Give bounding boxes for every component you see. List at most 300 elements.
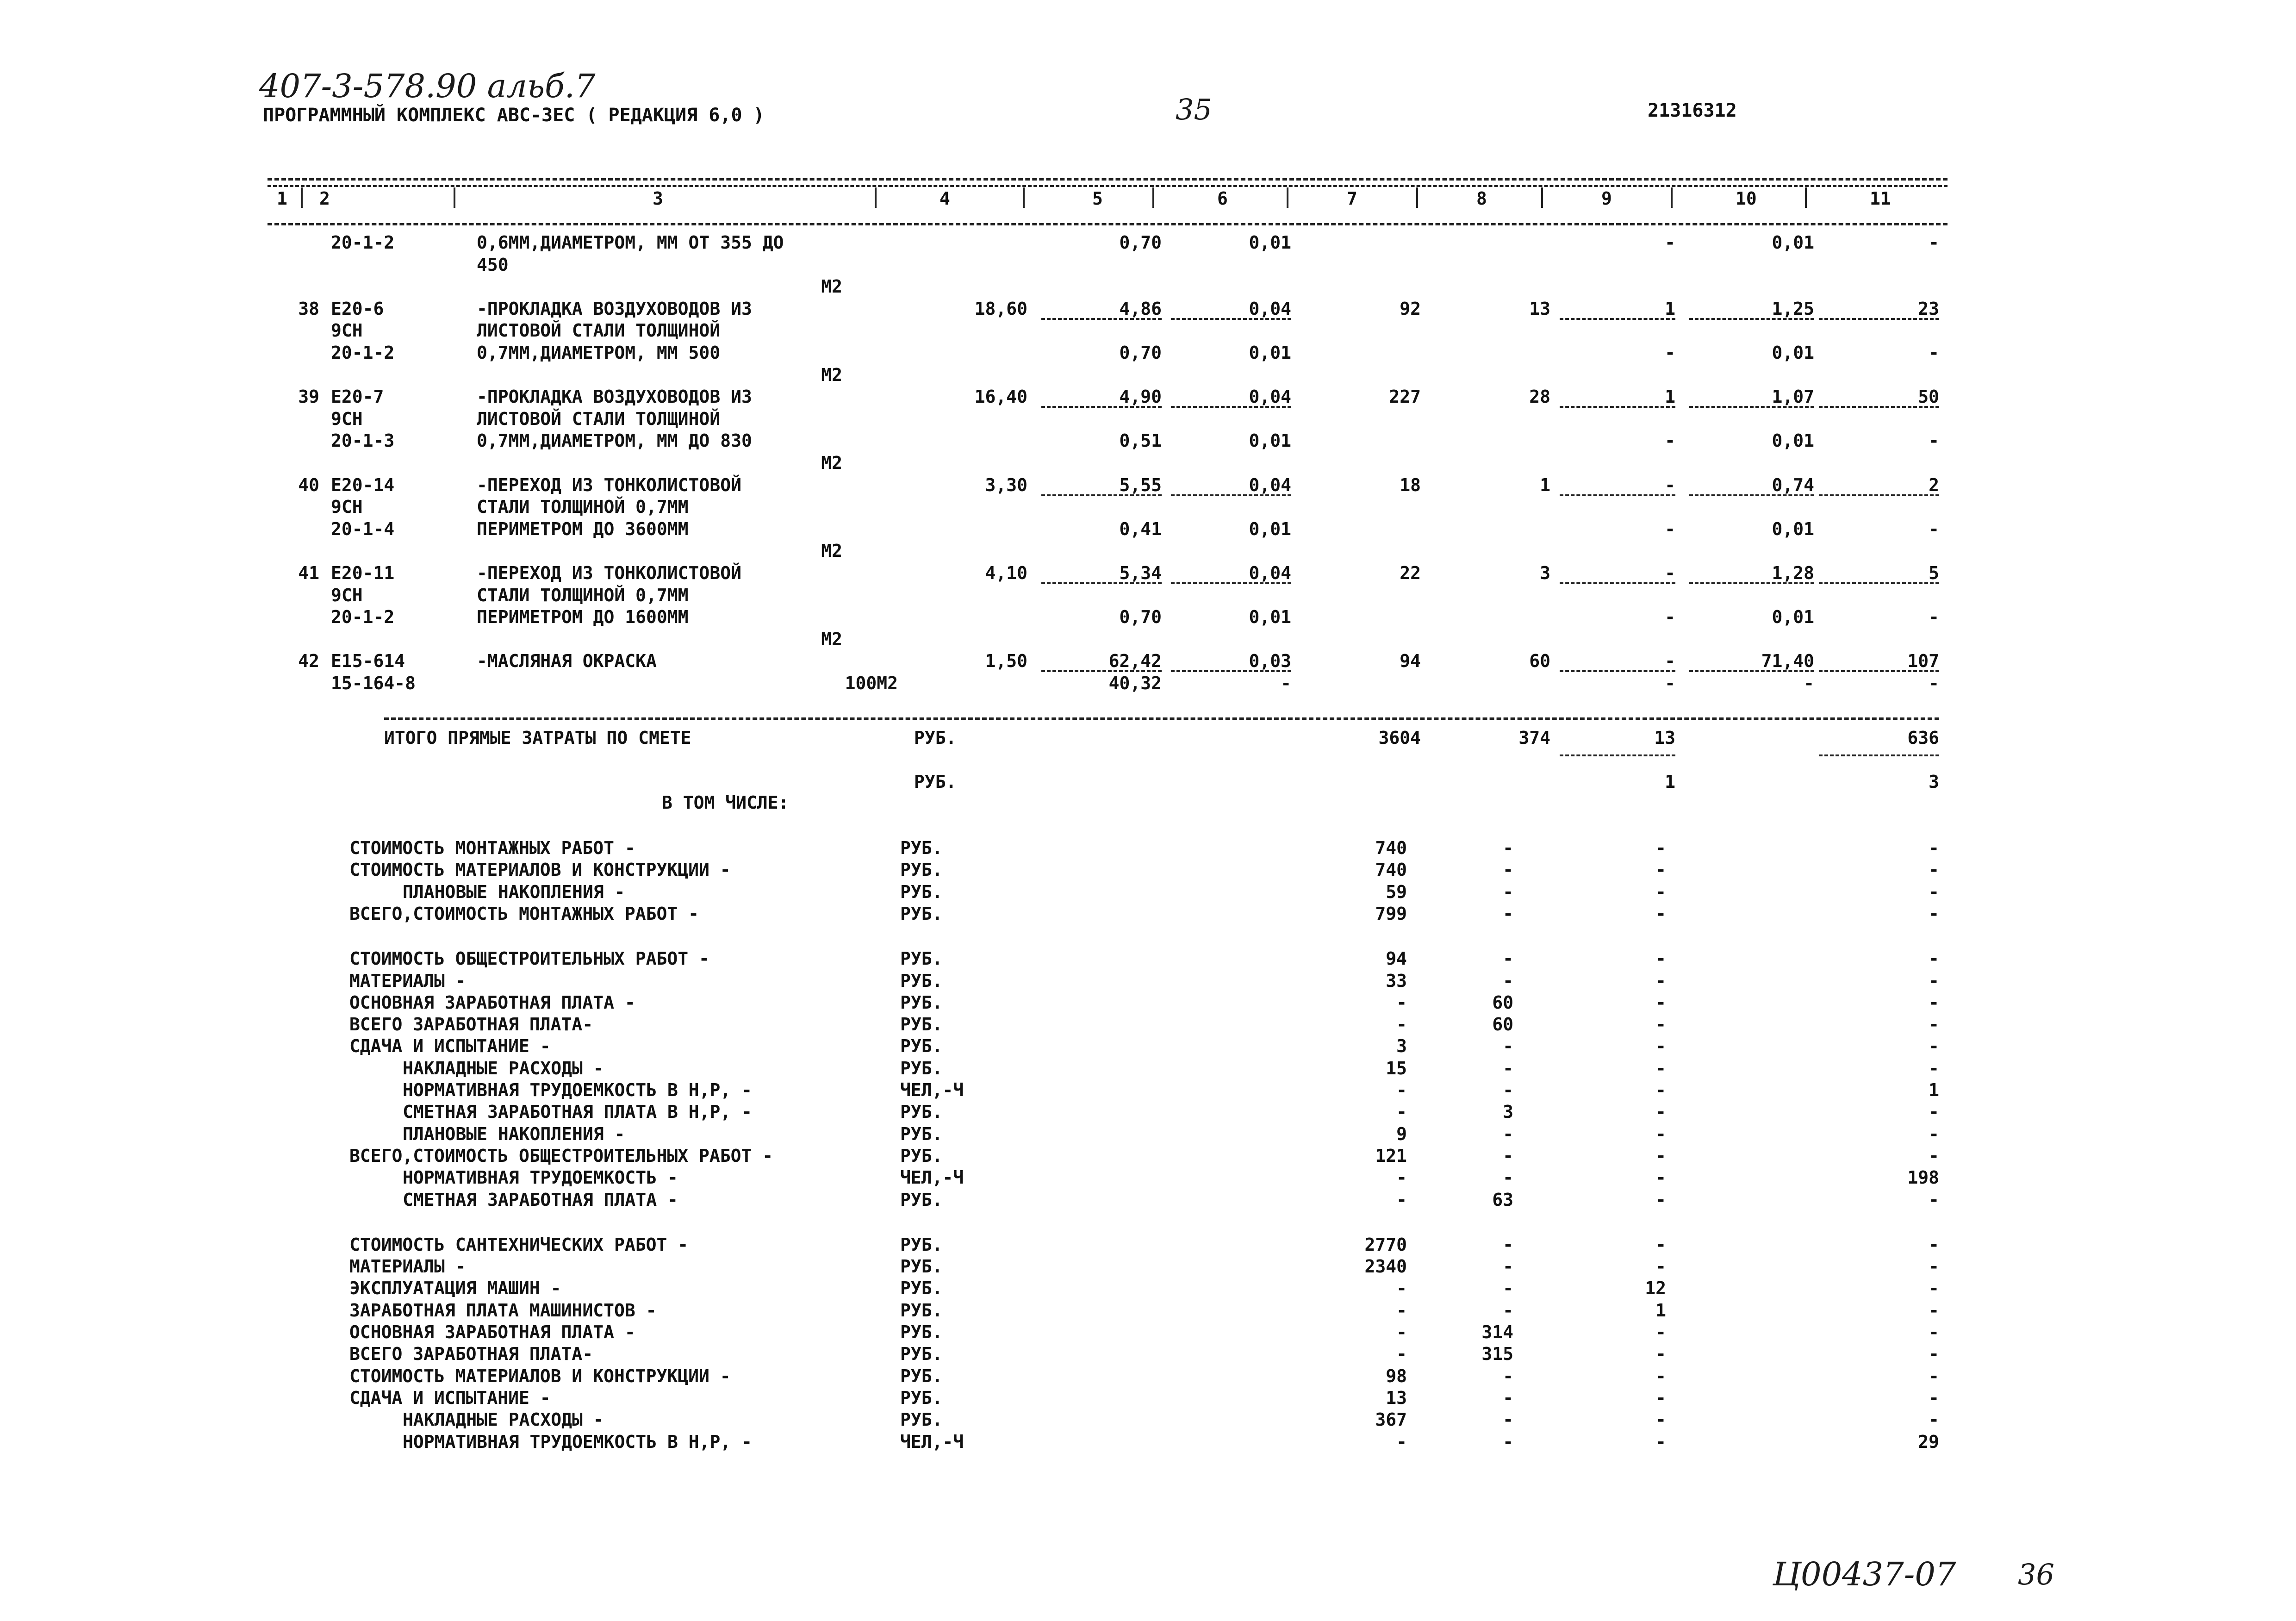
table-cell-c7: 18 xyxy=(1400,474,1421,495)
summary-label: СДАЧА И ИСПЫТАНИЕ - xyxy=(349,1036,551,1057)
summary-c9: - xyxy=(1655,1123,1666,1144)
table-cell-c9: - xyxy=(1665,651,1675,672)
summary-c7: - xyxy=(1396,1080,1407,1100)
summary-c7: - xyxy=(1396,992,1407,1013)
summary-c8: - xyxy=(1503,948,1513,969)
table-cell-c5: 4,90 xyxy=(1119,387,1162,407)
summary-label: ВСЕГО,СТОИМОСТЬ ОБЩЕСТРОИТЕЛЬНЫХ РАБОТ - xyxy=(349,1145,773,1166)
summary-unit: РУБ. xyxy=(900,1256,943,1277)
column-header-4: 4 xyxy=(940,188,950,209)
table-cell-c8: 13 xyxy=(1529,298,1550,319)
summary-label: СТОИМОСТЬ САНТЕХНИЧЕСКИХ РАБОТ - xyxy=(349,1234,689,1255)
total-sub-unit: РУБ. xyxy=(914,772,957,792)
summary-c8: - xyxy=(1503,860,1513,880)
table-cell-c7: 94 xyxy=(1400,651,1421,672)
summary-c11: - xyxy=(1929,1014,1939,1035)
summary-c8: - xyxy=(1503,1080,1513,1100)
summary-c11: - xyxy=(1929,860,1939,880)
summary-c8: - xyxy=(1503,1278,1513,1299)
row-rule xyxy=(1689,582,1814,584)
table-cell-qty: 3,30 xyxy=(985,474,1027,495)
table-cell-c6: - xyxy=(1281,673,1291,693)
table-cell-n: 41 xyxy=(298,563,319,583)
summary-unit: РУБ. xyxy=(900,903,943,924)
row-rule xyxy=(1041,582,1162,584)
row-rule xyxy=(1689,318,1814,320)
table-cell-qty: 4,10 xyxy=(985,563,1027,583)
table-cell-desc: 450 xyxy=(477,254,509,275)
summary-c9: - xyxy=(1655,970,1666,991)
summary-label: ОСНОВНАЯ ЗАРАБОТНАЯ ПЛАТА - xyxy=(349,992,635,1013)
total-label: ИТОГО ПРЯМЫЕ ЗАТРАТЫ ПО СМЕТЕ xyxy=(384,728,691,748)
summary-c8: - xyxy=(1503,970,1513,991)
table-cell-desc: ПЕРИМЕТРОМ ДО 1600ММ xyxy=(477,607,689,628)
table-cell-code: Е20-14 xyxy=(331,474,395,495)
table-cell-qty: 18,60 xyxy=(974,298,1027,319)
summary-unit: ЧЕЛ,-Ч xyxy=(900,1431,964,1452)
column-separator xyxy=(875,187,878,208)
summary-c11: - xyxy=(1929,1256,1939,1277)
summary-label: СТОИМОСТЬ ОБЩЕСТРОИТЕЛЬНЫХ РАБОТ - xyxy=(349,948,709,969)
summary-label: СТОИМОСТЬ МОНТАЖНЫХ РАБОТ - xyxy=(349,838,635,858)
summary-c9: - xyxy=(1655,1409,1666,1430)
column-separator xyxy=(1152,187,1156,208)
table-cell-c7: 22 xyxy=(1400,563,1421,583)
table-cell-code: 20-1-2 xyxy=(331,343,395,363)
header-rule-bottom xyxy=(268,223,1948,225)
summary-unit: РУБ. xyxy=(900,1234,943,1255)
table-cell-c11: - xyxy=(1929,607,1939,628)
summary-unit: РУБ. xyxy=(900,1058,943,1079)
table-cell-desc: -МАСЛЯНАЯ ОКРАСКА xyxy=(477,651,657,672)
total-c8: 374 xyxy=(1518,728,1550,748)
summary-c8: 60 xyxy=(1492,992,1513,1013)
summary-unit: РУБ. xyxy=(900,948,943,969)
summary-label: МАТЕРИАЛЫ - xyxy=(349,1256,466,1277)
summary-c8: - xyxy=(1503,1300,1513,1321)
summary-unit: РУБ. xyxy=(900,1322,943,1342)
table-cell-desc: 100М2 xyxy=(845,673,898,693)
row-rule xyxy=(1560,582,1675,584)
row-rule xyxy=(1560,318,1675,320)
summary-c11: - xyxy=(1929,1300,1939,1321)
table-cell-c11: 2 xyxy=(1929,474,1939,495)
summary-label: ВСЕГО ЗАРАБОТНАЯ ПЛАТА- xyxy=(349,1344,593,1365)
summary-c9: - xyxy=(1655,1102,1666,1122)
row-rule xyxy=(1041,318,1162,320)
table-cell-code: 9СН xyxy=(331,585,363,605)
summary-c7: 59 xyxy=(1386,881,1407,902)
summary-c8: - xyxy=(1503,1145,1513,1166)
summary-c7: - xyxy=(1396,1102,1407,1122)
table-cell-c10: 0,01 xyxy=(1772,430,1814,451)
table-cell-c10: 0,01 xyxy=(1772,232,1814,253)
summary-c11: - xyxy=(1929,903,1939,924)
summary-c8: - xyxy=(1503,1409,1513,1430)
table-cell-c5: 0,70 xyxy=(1119,343,1162,363)
summary-label: СТОИМОСТЬ МАТЕРИАЛОВ И КОНСТРУКЦИИ - xyxy=(349,1365,731,1386)
summary-c11: - xyxy=(1929,1123,1939,1144)
table-cell-desc: 0,7ММ,ДИАМЕТРОМ, ММ ДО 830 xyxy=(477,430,752,451)
summary-unit: РУБ. xyxy=(900,1102,943,1122)
table-cell-c6: 0,04 xyxy=(1249,474,1291,495)
table-cell-code: 15-164-8 xyxy=(331,673,416,693)
table-cell-desc: 0,7ММ,ДИАМЕТРОМ, ММ 500 xyxy=(477,343,721,363)
summary-c9: - xyxy=(1655,1036,1666,1057)
table-cell-desc: СТАЛИ ТОЛЩИНОЙ 0,7ММ xyxy=(477,585,689,605)
header-rule-top xyxy=(268,178,1948,181)
table-cell-c9: 1 xyxy=(1665,298,1675,319)
row-rule xyxy=(1819,406,1939,408)
summary-c8: - xyxy=(1503,1036,1513,1057)
summary-c7: 740 xyxy=(1375,860,1407,880)
summary-c8: - xyxy=(1503,1431,1513,1452)
summary-c11: 198 xyxy=(1907,1167,1939,1188)
row-rule xyxy=(1689,494,1814,496)
summary-c9: - xyxy=(1655,838,1666,858)
table-cell-desc: СТАЛИ ТОЛЩИНОЙ 0,7ММ xyxy=(477,497,689,517)
summary-label: СТОИМОСТЬ МАТЕРИАЛОВ И КОНСТРУКЦИИ - xyxy=(349,860,731,880)
summary-c8: - xyxy=(1503,1167,1513,1188)
header-rule-top2 xyxy=(268,185,1948,187)
summary-c7: 98 xyxy=(1386,1365,1407,1386)
summary-c9: - xyxy=(1655,860,1666,880)
column-separator xyxy=(301,187,305,208)
summary-c9: - xyxy=(1655,1058,1666,1079)
summary-c7: 799 xyxy=(1375,903,1407,924)
table-cell-c5: 5,55 xyxy=(1119,474,1162,495)
table-cell-code: 20-1-2 xyxy=(331,607,395,628)
totals-rule xyxy=(384,717,1939,720)
summary-c9: - xyxy=(1655,1344,1666,1365)
table-cell-c6: 0,01 xyxy=(1249,232,1291,253)
summary-c7: 94 xyxy=(1386,948,1407,969)
summary-c8: - xyxy=(1503,903,1513,924)
table-cell-code: Е15-614 xyxy=(331,651,405,672)
table-cell-c11: 107 xyxy=(1907,651,1939,672)
table-cell-c6: 0,01 xyxy=(1249,343,1291,363)
table-cell-desc: ЛИСТОВОЙ СТАЛИ ТОЛЩИНОЙ xyxy=(477,320,721,341)
table-cell-c10: 1,28 xyxy=(1772,563,1814,583)
summary-label: НОРМАТИВНАЯ ТРУДОЕМКОСТЬ В Н,Р, - xyxy=(403,1431,752,1452)
summary-unit: РУБ. xyxy=(900,992,943,1013)
summary-c9: - xyxy=(1655,1234,1666,1255)
column-header-5: 5 xyxy=(1092,188,1103,209)
column-separator xyxy=(1671,187,1674,208)
table-cell-c6: 0,01 xyxy=(1249,430,1291,451)
table-cell-c9: - xyxy=(1665,232,1675,253)
table-cell-desc: -ПРОКЛАДКА ВОЗДУХОВОДОВ ИЗ xyxy=(477,298,752,319)
table-cell-c9: - xyxy=(1665,563,1675,583)
summary-c7: 2340 xyxy=(1364,1256,1407,1277)
summary-c9: - xyxy=(1655,1256,1666,1277)
summary-c9: - xyxy=(1655,1014,1666,1035)
row-rule xyxy=(1819,494,1939,496)
summary-label: ЭКСПЛУАТАЦИЯ МАШИН - xyxy=(349,1278,561,1299)
total-c11: 636 xyxy=(1907,728,1939,748)
summary-c11: 1 xyxy=(1929,1080,1939,1100)
table-cell-c10: 71,40 xyxy=(1761,651,1814,672)
column-separator xyxy=(1416,187,1420,208)
summary-c9: - xyxy=(1655,903,1666,924)
column-separator xyxy=(1287,187,1290,208)
summary-c7: - xyxy=(1396,1167,1407,1188)
table-cell-c11: 50 xyxy=(1918,387,1939,407)
column-separator xyxy=(1023,187,1027,208)
summary-c7: - xyxy=(1396,1014,1407,1035)
including-label: В ТОМ ЧИСЛЕ: xyxy=(662,792,789,813)
table-cell-c9: - xyxy=(1665,518,1675,539)
table-cell-c5: 0,70 xyxy=(1119,232,1162,253)
table-cell-c5: 4,86 xyxy=(1119,298,1162,319)
table-cell-desc: -ПРОКЛАДКА ВОЗДУХОВОДОВ ИЗ xyxy=(477,387,752,407)
summary-label: ОСНОВНАЯ ЗАРАБОТНАЯ ПЛАТА - xyxy=(349,1322,635,1342)
table-cell-c10: 0,01 xyxy=(1772,343,1814,363)
table-cell-c10: 0,01 xyxy=(1772,607,1814,628)
table-cell-c5: 5,34 xyxy=(1119,563,1162,583)
handwritten-code: 407-3-578.90 альб.7 xyxy=(259,67,596,105)
summary-c9: - xyxy=(1655,1167,1666,1188)
row-rule xyxy=(1171,318,1291,320)
summary-unit: РУБ. xyxy=(900,1036,943,1057)
table-cell-desc: ЛИСТОВОЙ СТАЛИ ТОЛЩИНОЙ xyxy=(477,408,721,429)
summary-unit: РУБ. xyxy=(900,1014,943,1035)
summary-c11: - xyxy=(1929,881,1939,902)
summary-unit: РУБ. xyxy=(900,881,943,902)
column-header-6: 6 xyxy=(1217,188,1228,209)
summary-c8: 3 xyxy=(1503,1102,1513,1122)
row-rule xyxy=(1819,318,1939,320)
summary-c8: 315 xyxy=(1481,1344,1513,1365)
program-line: ПРОГРАММНЫЙ КОМПЛЕКС АВС-3ЕС ( РЕДАКЦИЯ 6,0 ) xyxy=(263,105,765,126)
summary-c11: - xyxy=(1929,1102,1939,1122)
summary-c7: 2770 xyxy=(1364,1234,1407,1255)
summary-unit: РУБ. xyxy=(900,1300,943,1321)
summary-c7: 121 xyxy=(1375,1145,1407,1166)
table-cell-c9: - xyxy=(1665,343,1675,363)
summary-c7: 3 xyxy=(1396,1036,1407,1057)
summary-unit: РУБ. xyxy=(900,1365,943,1386)
column-header-1: 1 xyxy=(277,188,287,209)
summary-label: ПЛАНОВЫЕ НАКОПЛЕНИЯ - xyxy=(403,1123,625,1144)
summary-c11: - xyxy=(1929,1387,1939,1408)
summary-c11: - xyxy=(1929,1278,1939,1299)
summary-unit: РУБ. xyxy=(900,838,943,858)
total-sub-c9: 1 xyxy=(1665,772,1675,792)
page-number: 35 xyxy=(1176,93,1212,126)
summary-unit: РУБ. xyxy=(900,1387,943,1408)
column-header-7: 7 xyxy=(1347,188,1357,209)
summary-c7: - xyxy=(1396,1322,1407,1342)
table-cell-c11: - xyxy=(1929,232,1939,253)
total-unit: РУБ. xyxy=(914,728,957,748)
summary-unit: РУБ. xyxy=(900,970,943,991)
table-cell-c5: 0,70 xyxy=(1119,607,1162,628)
summary-c11: - xyxy=(1929,1322,1939,1342)
table-cell-c9: 1 xyxy=(1665,387,1675,407)
table-cell-code: 9СН xyxy=(331,408,363,429)
summary-c11: - xyxy=(1929,970,1939,991)
summary-unit: РУБ. xyxy=(900,860,943,880)
table-cell-c6: 0,01 xyxy=(1249,607,1291,628)
summary-c7: 367 xyxy=(1375,1409,1407,1430)
summary-label: ВСЕГО ЗАРАБОТНАЯ ПЛАТА- xyxy=(349,1014,593,1035)
summary-c8: - xyxy=(1503,1387,1513,1408)
total-c9: 13 xyxy=(1654,728,1675,748)
table-cell-c5: 62,42 xyxy=(1108,651,1162,672)
table-cell-desc: 0,6ММ,ДИАМЕТРОМ, ММ ОТ 355 ДО xyxy=(477,232,784,253)
table-cell-c11: - xyxy=(1929,343,1939,363)
table-cell-c8: 1 xyxy=(1540,474,1550,495)
table-cell-desc: М2 xyxy=(821,276,842,297)
table-cell-c10: 1,07 xyxy=(1772,387,1814,407)
table-cell-desc: М2 xyxy=(821,629,842,649)
table-cell-c10: 0,01 xyxy=(1772,518,1814,539)
summary-label: ЗАРАБОТНАЯ ПЛАТА МАШИНИСТОВ - xyxy=(349,1300,657,1321)
total-c7: 3604 xyxy=(1378,728,1421,748)
table-cell-c5: 0,41 xyxy=(1119,518,1162,539)
column-separator xyxy=(1805,187,1809,208)
summary-c8: - xyxy=(1503,1365,1513,1386)
summary-c7: 9 xyxy=(1396,1123,1407,1144)
summary-unit: РУБ. xyxy=(900,1278,943,1299)
summary-c8: - xyxy=(1503,1058,1513,1079)
summary-c11: - xyxy=(1929,992,1939,1013)
summary-unit: ЧЕЛ,-Ч xyxy=(900,1167,964,1188)
summary-label: НАКЛАДНЫЕ РАСХОДЫ - xyxy=(403,1058,604,1079)
summary-c7: 15 xyxy=(1386,1058,1407,1079)
summary-unit: РУБ. xyxy=(900,1189,943,1210)
totals-sub-rule xyxy=(1560,754,1675,756)
column-header-9: 9 xyxy=(1601,188,1612,209)
summary-c8: 60 xyxy=(1492,1014,1513,1035)
row-rule xyxy=(1171,582,1291,584)
table-cell-c6: 0,03 xyxy=(1249,651,1291,672)
table-cell-c10: - xyxy=(1804,673,1814,693)
summary-c7: 33 xyxy=(1386,970,1407,991)
row-rule xyxy=(1041,494,1162,496)
table-cell-code: Е20-11 xyxy=(331,563,395,583)
table-cell-c8: 3 xyxy=(1540,563,1550,583)
table-cell-c6: 0,01 xyxy=(1249,518,1291,539)
total-sub-c11: 3 xyxy=(1929,772,1939,792)
summary-c11: - xyxy=(1929,1365,1939,1386)
table-cell-qty: 16,40 xyxy=(974,387,1027,407)
summary-label: МАТЕРИАЛЫ - xyxy=(349,970,466,991)
summary-label: НОРМАТИВНАЯ ТРУДОЕМКОСТЬ - xyxy=(403,1167,678,1188)
table-cell-desc: ПЕРИМЕТРОМ ДО 3600ММ xyxy=(477,518,689,539)
table-cell-c7: 92 xyxy=(1400,298,1421,319)
table-cell-n: 38 xyxy=(298,298,319,319)
table-cell-c6: 0,04 xyxy=(1249,298,1291,319)
row-rule xyxy=(1560,406,1675,408)
row-rule xyxy=(1689,406,1814,408)
summary-c11: - xyxy=(1929,1145,1939,1166)
summary-c7: 740 xyxy=(1375,838,1407,858)
table-cell-desc: М2 xyxy=(821,364,842,385)
table-cell-desc: -ПЕРЕХОД ИЗ ТОНКОЛИСТОВОЙ xyxy=(477,474,741,495)
summary-unit: ЧЕЛ,-Ч xyxy=(900,1080,964,1100)
row-rule xyxy=(1171,406,1291,408)
column-header-8: 8 xyxy=(1476,188,1487,209)
summary-unit: РУБ. xyxy=(900,1145,943,1166)
summary-c8: 63 xyxy=(1492,1189,1513,1210)
table-cell-c11: - xyxy=(1929,430,1939,451)
table-cell-n: 39 xyxy=(298,387,319,407)
summary-c9: - xyxy=(1655,948,1666,969)
summary-label: НОРМАТИВНАЯ ТРУДОЕМКОСТЬ В Н,Р, - xyxy=(403,1080,752,1100)
summary-unit: РУБ. xyxy=(900,1123,943,1144)
table-cell-qty: 1,50 xyxy=(985,651,1027,672)
table-cell-c8: 28 xyxy=(1529,387,1550,407)
table-cell-c11: - xyxy=(1929,518,1939,539)
summary-label: НАКЛАДНЫЕ РАСХОДЫ - xyxy=(403,1409,604,1430)
table-cell-c11: 23 xyxy=(1918,298,1939,319)
row-rule xyxy=(1560,494,1675,496)
summary-c11: - xyxy=(1929,948,1939,969)
table-cell-code: 9СН xyxy=(331,320,363,341)
column-separator xyxy=(454,187,457,208)
table-cell-code: 9СН xyxy=(331,497,363,517)
summary-c8: - xyxy=(1503,1256,1513,1277)
column-header-3: 3 xyxy=(653,188,663,209)
sheet-number: 36 xyxy=(2018,1558,2054,1591)
summary-unit: РУБ. xyxy=(900,1344,943,1365)
column-header-11: 11 xyxy=(1870,188,1891,209)
table-cell-c10: 0,74 xyxy=(1772,474,1814,495)
table-cell-desc: М2 xyxy=(821,453,842,473)
handwritten-stamp: Ц00437-07 xyxy=(1773,1555,1956,1593)
table-cell-code: 20-1-4 xyxy=(331,518,395,539)
summary-c7: - xyxy=(1396,1300,1407,1321)
totals-sub-rule xyxy=(1819,754,1939,756)
table-cell-n: 40 xyxy=(298,474,319,495)
column-header-2: 2 xyxy=(319,188,330,209)
summary-c11: - xyxy=(1929,1344,1939,1365)
table-cell-code: 20-1-3 xyxy=(331,430,395,451)
table-cell-c9: - xyxy=(1665,673,1675,693)
summary-c9: - xyxy=(1655,1145,1666,1166)
summary-c9: - xyxy=(1655,881,1666,902)
summary-c11: 29 xyxy=(1918,1431,1939,1452)
table-cell-desc: -ПЕРЕХОД ИЗ ТОНКОЛИСТОВОЙ xyxy=(477,563,741,583)
table-cell-c5: 0,51 xyxy=(1119,430,1162,451)
table-cell-c10: 1,25 xyxy=(1772,298,1814,319)
summary-c8: - xyxy=(1503,881,1513,902)
summary-c7: - xyxy=(1396,1189,1407,1210)
summary-c11: - xyxy=(1929,1058,1939,1079)
summary-c11: - xyxy=(1929,1409,1939,1430)
column-header-10: 10 xyxy=(1736,188,1757,209)
table-cell-c8: 60 xyxy=(1529,651,1550,672)
summary-c8: 314 xyxy=(1481,1322,1513,1342)
table-cell-c9: - xyxy=(1665,430,1675,451)
summary-c9: - xyxy=(1655,1080,1666,1100)
summary-c9: 1 xyxy=(1655,1300,1666,1321)
summary-unit: РУБ. xyxy=(900,1409,943,1430)
row-rule xyxy=(1041,406,1162,408)
summary-c9: - xyxy=(1655,1322,1666,1342)
table-cell-c11: 5 xyxy=(1929,563,1939,583)
row-rule xyxy=(1819,582,1939,584)
summary-label: ВСЕГО,СТОИМОСТЬ МОНТАЖНЫХ РАБОТ - xyxy=(349,903,699,924)
table-cell-c7: 227 xyxy=(1389,387,1421,407)
summary-label: СДАЧА И ИСПЫТАНИЕ - xyxy=(349,1387,551,1408)
summary-c9: - xyxy=(1655,1387,1666,1408)
summary-c11: - xyxy=(1929,1234,1939,1255)
summary-c11: - xyxy=(1929,1189,1939,1210)
summary-c9: - xyxy=(1655,1189,1666,1210)
